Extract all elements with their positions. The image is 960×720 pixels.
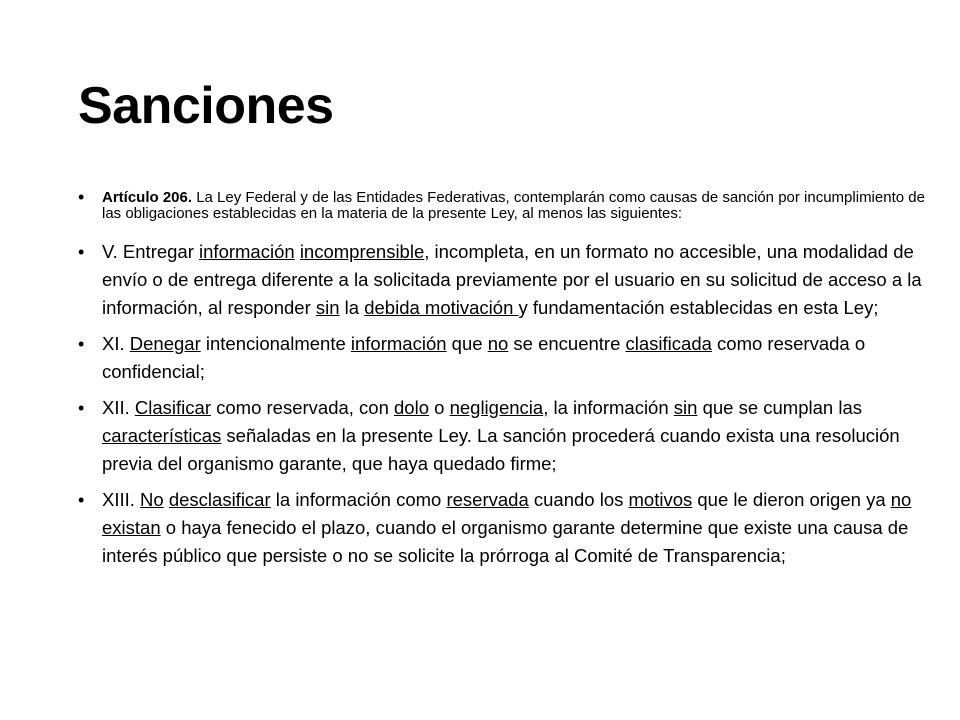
fraction-text: , la información [543,397,674,418]
fraction-text: y fundamentación establecidas en esta Ley; [518,297,879,318]
underlined-term: motivos [628,489,693,510]
underlined-term: dolo [394,397,429,418]
fraction-text: intencionalmente [200,333,351,354]
underlined-term: reservada [446,489,529,510]
fraction-text: XIII. [102,489,141,510]
underlined-term: clasificada [625,333,712,354]
fraction-text: o haya fenecido el plazo, cuando el organismo garante determine que existe una causa de interés público que persiste o no se solicite la prórroga al Comité de Transparencia; [102,517,909,566]
underlined-term: no [487,333,509,354]
underlined-term: Denegar [129,333,201,354]
underlined-term: sin [673,397,698,418]
bullet-dot-icon: • [78,490,85,510]
fraction-text: que [446,333,488,354]
fraction-text: cuando los [528,489,629,510]
fraction-text: que le dieron origen ya [692,489,891,510]
bullet-dot-icon: • [78,398,85,418]
fraction-text: que se cumplan las [697,397,862,418]
bullet-item-fraction [78,486,938,570]
bullet-list [78,187,938,578]
bullet-item-article-206 [78,187,938,222]
underlined-term: existan [102,517,161,538]
slide-title: Sanciones [78,77,334,135]
bullet-item-fraction [78,330,938,386]
underlined-term: Clasificar [134,397,211,418]
article-lead: Artículo 206. [102,189,193,206]
underlined-term: no [890,489,912,510]
fraction-text: se encuentre [508,333,626,354]
bullet-item-fraction [78,238,938,322]
fraction-text: , incompleta, en un formato no accesible, una modalidad de envío o de entrega diferente a la solicitada previamente por el usuario en su solicitud de acceso a la información, al responder [102,241,922,318]
underlined-term: negligencia [449,397,544,418]
fraction-text: o [429,397,450,418]
underlined-term: No [140,489,164,510]
fraction-text: XI. [102,333,130,354]
fraction-text: V. Entregar [102,241,200,262]
fraction-text: la [339,297,365,318]
underlined-term: sin [315,297,340,318]
underlined-term: información [199,241,295,262]
fraction-text: señaladas en la presente Ley. La sanción procederá cuando exista una resolución previa del organismo garante, que haya quedado firme; [102,425,900,474]
bullet-dot-icon: • [78,334,85,354]
bullet-dot-icon: • [78,242,85,262]
underlined-term: desclasificar [168,489,271,510]
underlined-term: características [102,425,222,446]
fraction-text: como reservada o confidencial; [102,333,866,382]
underlined-term: incomprensible [299,241,425,262]
fraction-text: XII. [102,397,135,418]
underlined-term: información [350,333,447,354]
underlined-term: debida motivación [364,297,519,318]
bullet-item-fraction [78,394,938,478]
fraction-text: como reservada, con [210,397,395,418]
article-text: La Ley Federal y de las Entidades Federativas, contemplarán como causas de sanción por incumplimiento de las obligaciones establecidas en la materia de la presente Ley, al menos las siguientes: [102,189,925,222]
fraction-text: la información como [270,489,447,510]
bullet-dot-icon: • [78,187,85,207]
